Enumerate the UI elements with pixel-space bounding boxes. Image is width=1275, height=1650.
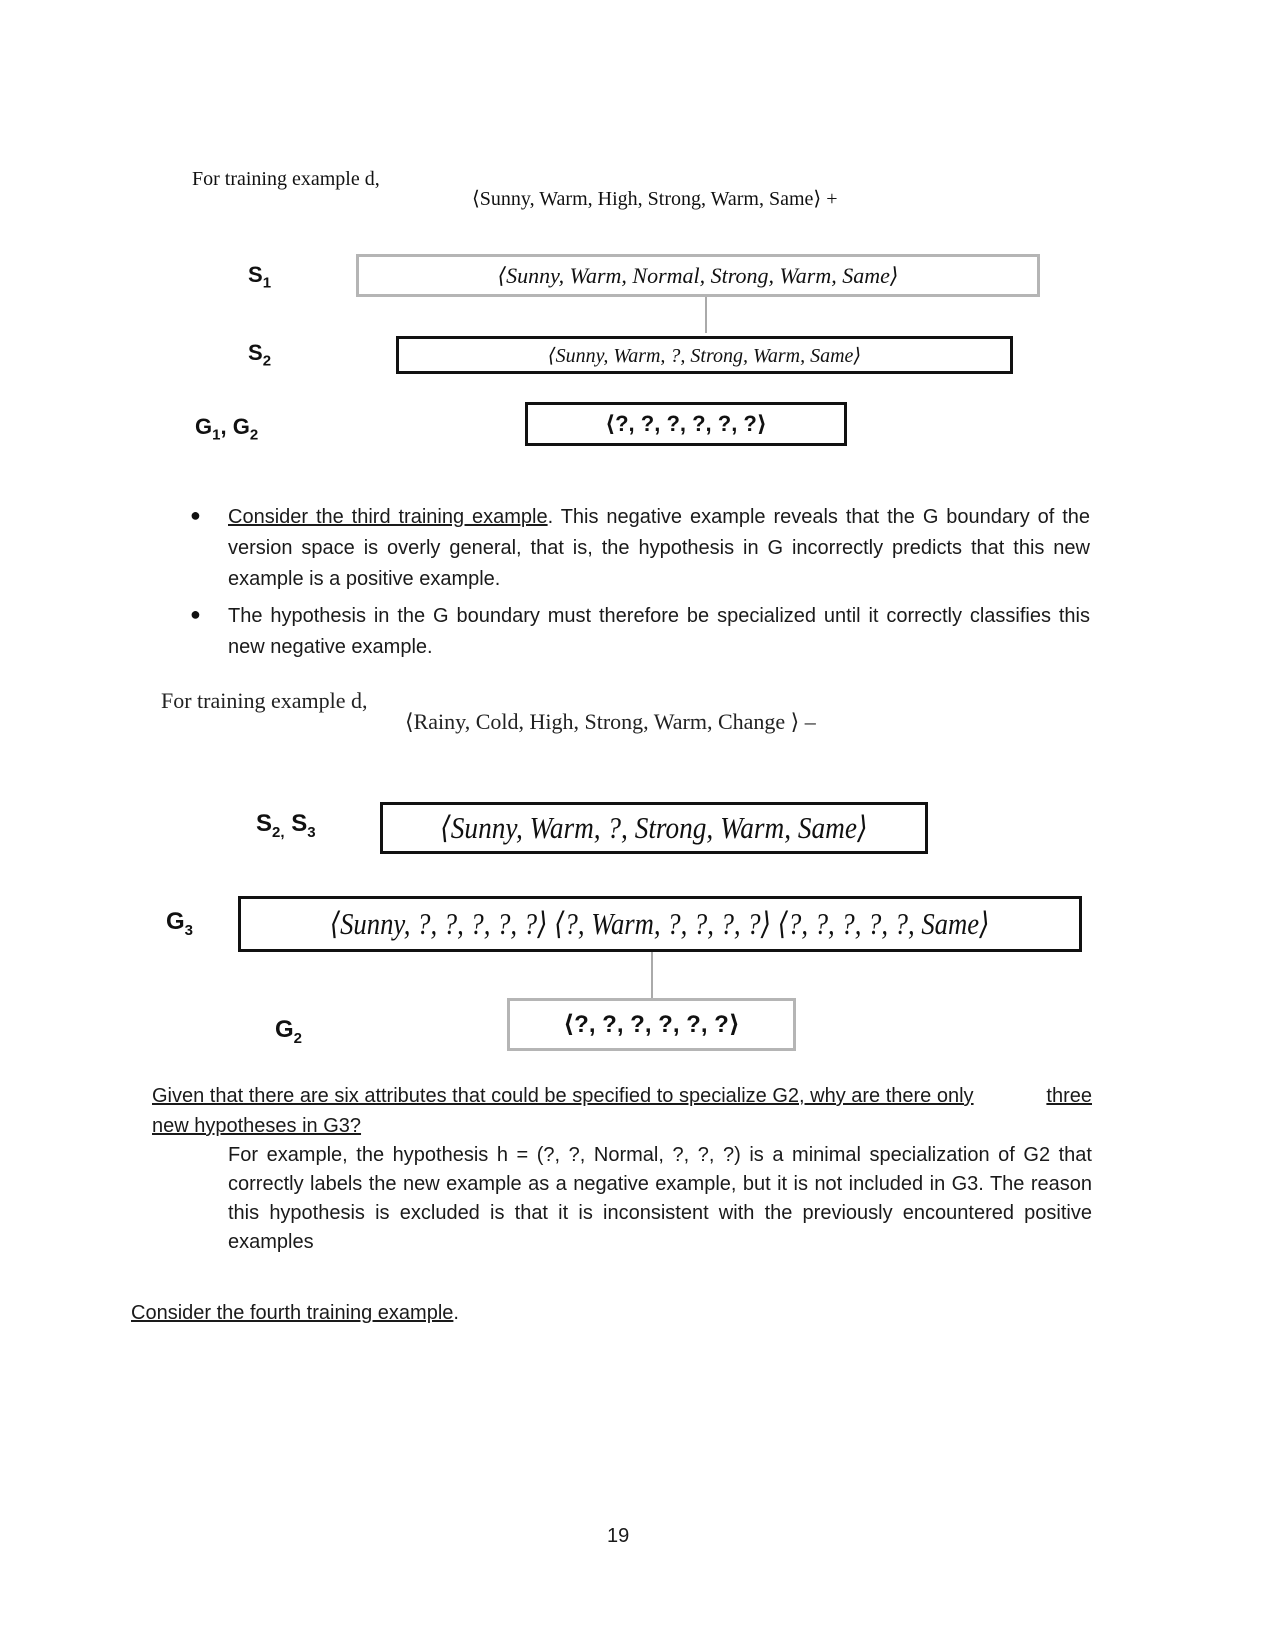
g3-hypotheses-box [238, 896, 1082, 952]
page-number: 19 [607, 1525, 630, 1547]
arrow-down-icon [705, 297, 707, 333]
g-hypothesis: ⟨?, ?, ?, ?, ?, ?⟩ [605, 411, 767, 436]
arrow-up-icon [651, 952, 653, 998]
g3-hypotheses: ⟨Sunny, ?, ?, ?, ?, ?⟩ ⟨?, Warm, ?, ?, ?, ?⟩ ⟨?, ?, ?, ?, ?, Same⟩ [330, 906, 990, 941]
training-example-intro-2: For training example d, [161, 688, 368, 713]
answer-paragraph: For example, the hypothesis h = (?, ?, Normal, ?, ?, ?) is a minimal specialization of G2 that correctly labels the new example as a negative example, but it is not included in G3. The reason this hypothesis is excluded is that it is inconsistent with the previously encountered positive examples [228, 1144, 1092, 1253]
g2-hypothesis: ⟨?, ?, ?, ?, ?, ?⟩ [563, 1011, 740, 1038]
training-example-tuple: ⟨Sunny, Warm, High, Strong, Warm, Same⟩ + [472, 188, 838, 210]
s1-label: $S_1$ [248, 262, 272, 292]
bullet-item: ● Consider the third training example. This negative example reveals that the G boundary of the version space is overly general, that is, the hypothesis in G incorrectly predicts that this new example is a positive example. [190, 505, 1091, 590]
g1-g2-label: $G_1$, $G_2$ [195, 414, 259, 444]
training-example-tuple-2: ⟨Rainy, Cold, High, Strong, Warm, Change ⟩ – [405, 709, 816, 734]
bullet-list [190, 502, 1090, 663]
g-hypothesis-box [525, 402, 847, 446]
s2-s3-hypothesis: ⟨Sunny, Warm, ?, Strong, Warm, Same⟩ [440, 810, 868, 845]
s1-hypothesis-box [356, 254, 1040, 297]
question-text: Given that there are six attributes that could be specified to specialize G2, why are there only three new hypotheses in G3? [152, 1085, 1092, 1137]
s2-s3-label: $S_{2,}$ $S_3$ [256, 810, 316, 841]
s2-hypothesis: ⟨Sunny, Warm, ?, Strong, Warm, Same⟩ [547, 344, 862, 367]
g2-hypothesis-box [507, 998, 796, 1051]
training-example-intro: For training example d, [192, 168, 380, 190]
g2-label: $G_2$ [275, 1016, 303, 1047]
s2-hypothesis-box [396, 336, 1013, 374]
g3-label: $G_3$ [166, 908, 194, 939]
bullet-dot-icon: ● [190, 505, 201, 525]
third-example-link-text: Consider the third training example [228, 506, 548, 528]
bullet-item: ● The hypothesis in the G boundary must therefore be specialized until it correctly classifies this new negative example. [190, 604, 1090, 658]
s1-hypothesis: ⟨Sunny, Warm, Normal, Strong, Warm, Same⟩ [497, 262, 899, 288]
fourth-example-heading: Consider the fourth training example. [131, 1302, 459, 1324]
s2-s3-hypothesis-box [380, 802, 928, 854]
bullet-dot-icon: ● [190, 604, 201, 624]
s2-label: $S_2$ [248, 340, 272, 370]
